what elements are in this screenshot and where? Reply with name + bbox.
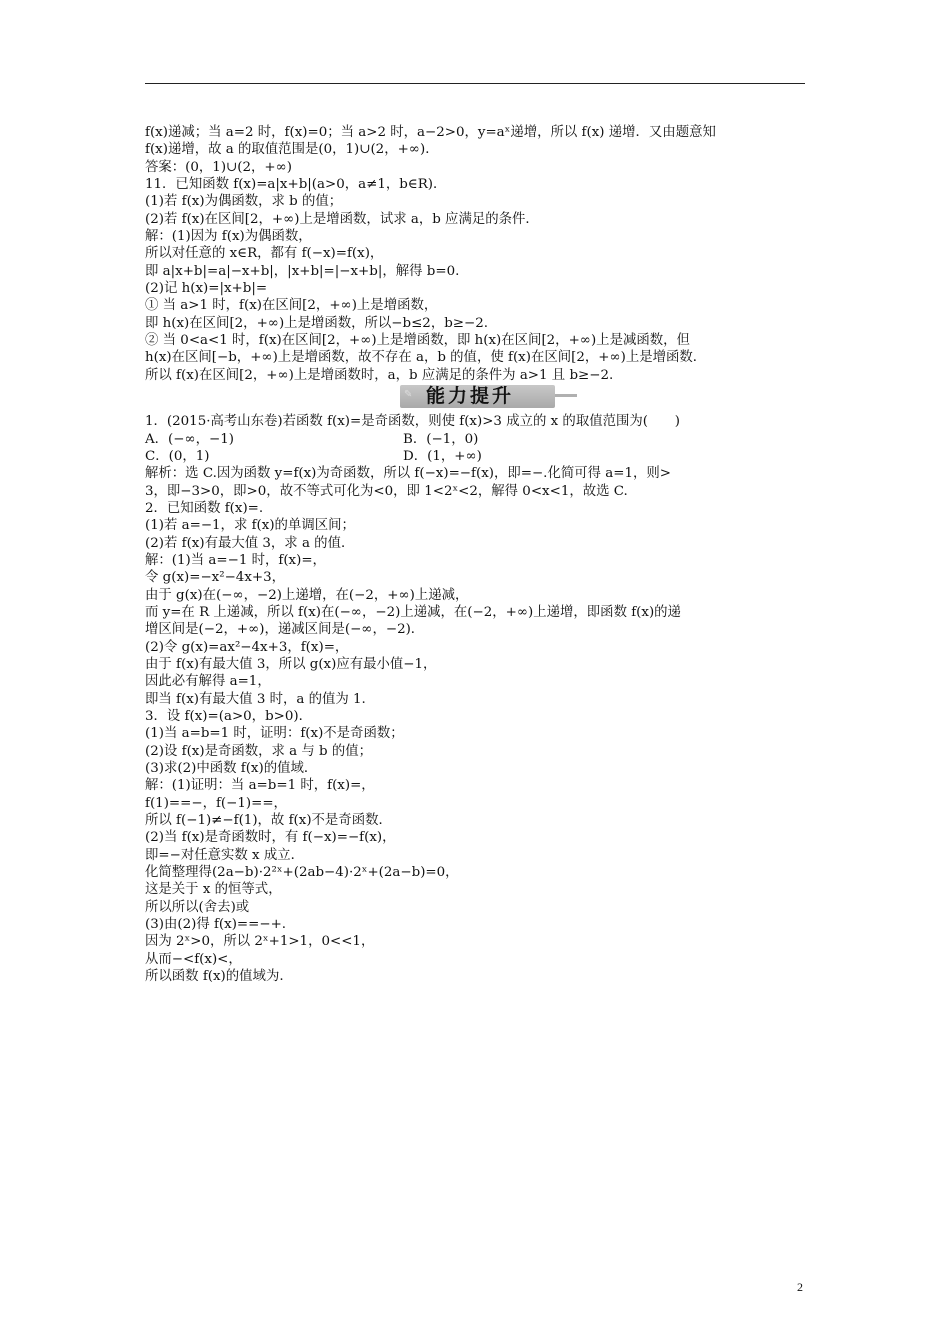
text-line: 即=−对任意实数 x 成立． bbox=[145, 847, 305, 863]
text-line: 所以 f(−1)≠−f(1)，故 f(x)不是奇函数． bbox=[145, 813, 392, 829]
text-line: 即 h(x)在区间[2，+∞)上是增函数，所以−b≤2，b≥−2. bbox=[145, 315, 489, 331]
page-number: 2 bbox=[797, 1280, 803, 1294]
page-body bbox=[145, 124, 810, 986]
question-text: 1．(2015·高考山东卷)若函数 f(x)=是奇函数，则使 f(x)>3 成立的 x 的取值范围为( ) bbox=[145, 414, 681, 430]
text-line: 所以所以(舍去)或 bbox=[145, 899, 250, 915]
text-line: f(1)==−，f(−1)==， bbox=[145, 795, 287, 811]
options-row bbox=[145, 448, 810, 465]
text-line: 所以函数 f(x)的值域为. bbox=[145, 969, 284, 985]
text-line: 解析：选 C.因为函数 y=f(x)为奇函数，所以 f(−x)=−f(x)，即=−.化简可得 a=1，则> bbox=[145, 466, 671, 482]
text-line: 2．已知函数 f(x)=. bbox=[145, 500, 264, 516]
text-line: (2)若 f(x)在区间[2，+∞)上是增函数，试求 a，b 应满足的条件． bbox=[145, 211, 539, 227]
text-line: (2)当 f(x)是奇函数时，有 f(−x)=−f(x)， bbox=[145, 830, 396, 846]
section-heading-banner bbox=[400, 385, 555, 408]
text-line: 所以 f(x)在区间[2，+∞)上是增函数时，a，b 应满足的条件为 a>1 且 b≥−2. bbox=[145, 367, 614, 383]
text-line: ① 当 a>1 时，f(x)在区间[2，+∞)上是增函数， bbox=[145, 298, 438, 314]
text-line: 从而−<f(x)<， bbox=[145, 951, 242, 967]
text-line: 增区间是(−2，+∞)，递减区间是(−∞，−2)． bbox=[145, 622, 425, 638]
option-b: B．(−1，0) bbox=[403, 431, 479, 447]
text-line: (2)设 f(x)是奇函数，求 a 与 b 的值； bbox=[145, 743, 373, 759]
text-line: 化简整理得(2a−b)·2²ˣ+(2ab−4)·2ˣ+(2a−b)=0， bbox=[145, 865, 459, 881]
banner-decoration-icon: ✎ bbox=[404, 389, 413, 401]
text-line: 所以对任意的 x∈R，都有 f(−x)=f(x)， bbox=[145, 246, 384, 262]
text-line: 因为 2ˣ>0，所以 2ˣ+1>1，0<<1， bbox=[145, 934, 375, 950]
text-line: (1)当 a=b=1 时，证明：f(x)不是奇函数； bbox=[145, 726, 404, 742]
text-line: (2)令 g(x)=ax²−4x+3，f(x)=， bbox=[145, 639, 349, 655]
question-1 bbox=[145, 413, 810, 465]
text-line: 这是关于 x 的恒等式， bbox=[145, 882, 282, 898]
text-line: 11．已知函数 f(x)=a|x+b|(a>0，a≠1，b∈R)． bbox=[145, 177, 447, 193]
text-line: 即 a|x+b|=a|−x+b|，|x+b|=|−x+b|，解得 b=0. bbox=[145, 263, 460, 279]
header-rule bbox=[145, 83, 805, 84]
section-heading: 能力提升 bbox=[426, 385, 515, 408]
text-line: 3．设 f(x)=(a>0，b>0)． bbox=[145, 709, 312, 724]
text-line: 因此必有解得 a=1， bbox=[145, 674, 271, 690]
option-c: C．(0，1) bbox=[145, 448, 210, 464]
text-line: 3，即−3>0，即>0，故不等式可化为<0，即 1<2ˣ<2，解得 0<x<1，故选 C. bbox=[145, 483, 628, 499]
text-line: (1)若 a=−1，求 f(x)的单调区间； bbox=[145, 518, 355, 534]
text-line: 由于 g(x)在(−∞，−2)上递增，在(−2，+∞)上递减， bbox=[145, 587, 469, 603]
text-line: f(x)递增，故 a 的取值范围是(0，1)∪(2，+∞)． bbox=[145, 142, 439, 158]
text-line: (3)由(2)得 f(x)==−+. bbox=[145, 917, 287, 933]
option-d: D．(1，+∞) bbox=[403, 448, 482, 464]
option-a: A．(−∞，−1) bbox=[145, 431, 235, 447]
text-line: 答案：(0，1)∪(2，+∞) bbox=[145, 159, 293, 175]
options-row bbox=[145, 431, 810, 448]
text-line: 解：(1)证明：当 a=b=1 时，f(x)=， bbox=[145, 778, 375, 794]
text-line: 解：(1)当 a=−1 时，f(x)=， bbox=[145, 552, 326, 568]
text-block-bottom bbox=[145, 465, 810, 985]
text-line: (1)若 f(x)为偶函数，求 b 的值； bbox=[145, 194, 343, 210]
text-line: 令 g(x)=−x²−4x+3， bbox=[145, 570, 285, 586]
text-line: 即当 f(x)有最大值 3 时，a 的值为 1. bbox=[145, 691, 366, 707]
text-line: 解：(1)因为 f(x)为偶函数， bbox=[145, 229, 312, 245]
text-line: 而 y=在 R 上递减，所以 f(x)在(−∞，−2)上递减，在(−2，+∞)上递增，即函数 f(x)的递 bbox=[145, 604, 681, 620]
text-block-top bbox=[145, 124, 810, 384]
text-line: f(x)递减；当 a=2 时，f(x)=0；当 a>2 时，a−2>0，y=aˣ递增，所以 f(x) 递增．又由题意知 bbox=[145, 125, 716, 140]
banner-tail bbox=[555, 394, 577, 397]
text-line: 由于 f(x)有最大值 3，所以 g(x)应有最小值−1， bbox=[145, 656, 437, 672]
text-line: (2)若 f(x)有最大值 3，求 a 的值． bbox=[145, 535, 355, 551]
text-line: ② 当 0<a<1 时，f(x)在区间[2，+∞)上是增函数，即 h(x)在区间[2，+∞)上是减函数，但 bbox=[145, 333, 690, 349]
section-heading-wrap bbox=[145, 384, 810, 413]
text-line: h(x)在区间[−b，+∞)上是增函数，故不存在 a，b 的值，使 f(x)在区间[2，+∞)上是增函数． bbox=[145, 350, 707, 366]
text-line: (2)记 h(x)=|x+b|= bbox=[145, 281, 268, 297]
text-line: (3)求(2)中函数 f(x)的值域． bbox=[145, 761, 318, 777]
